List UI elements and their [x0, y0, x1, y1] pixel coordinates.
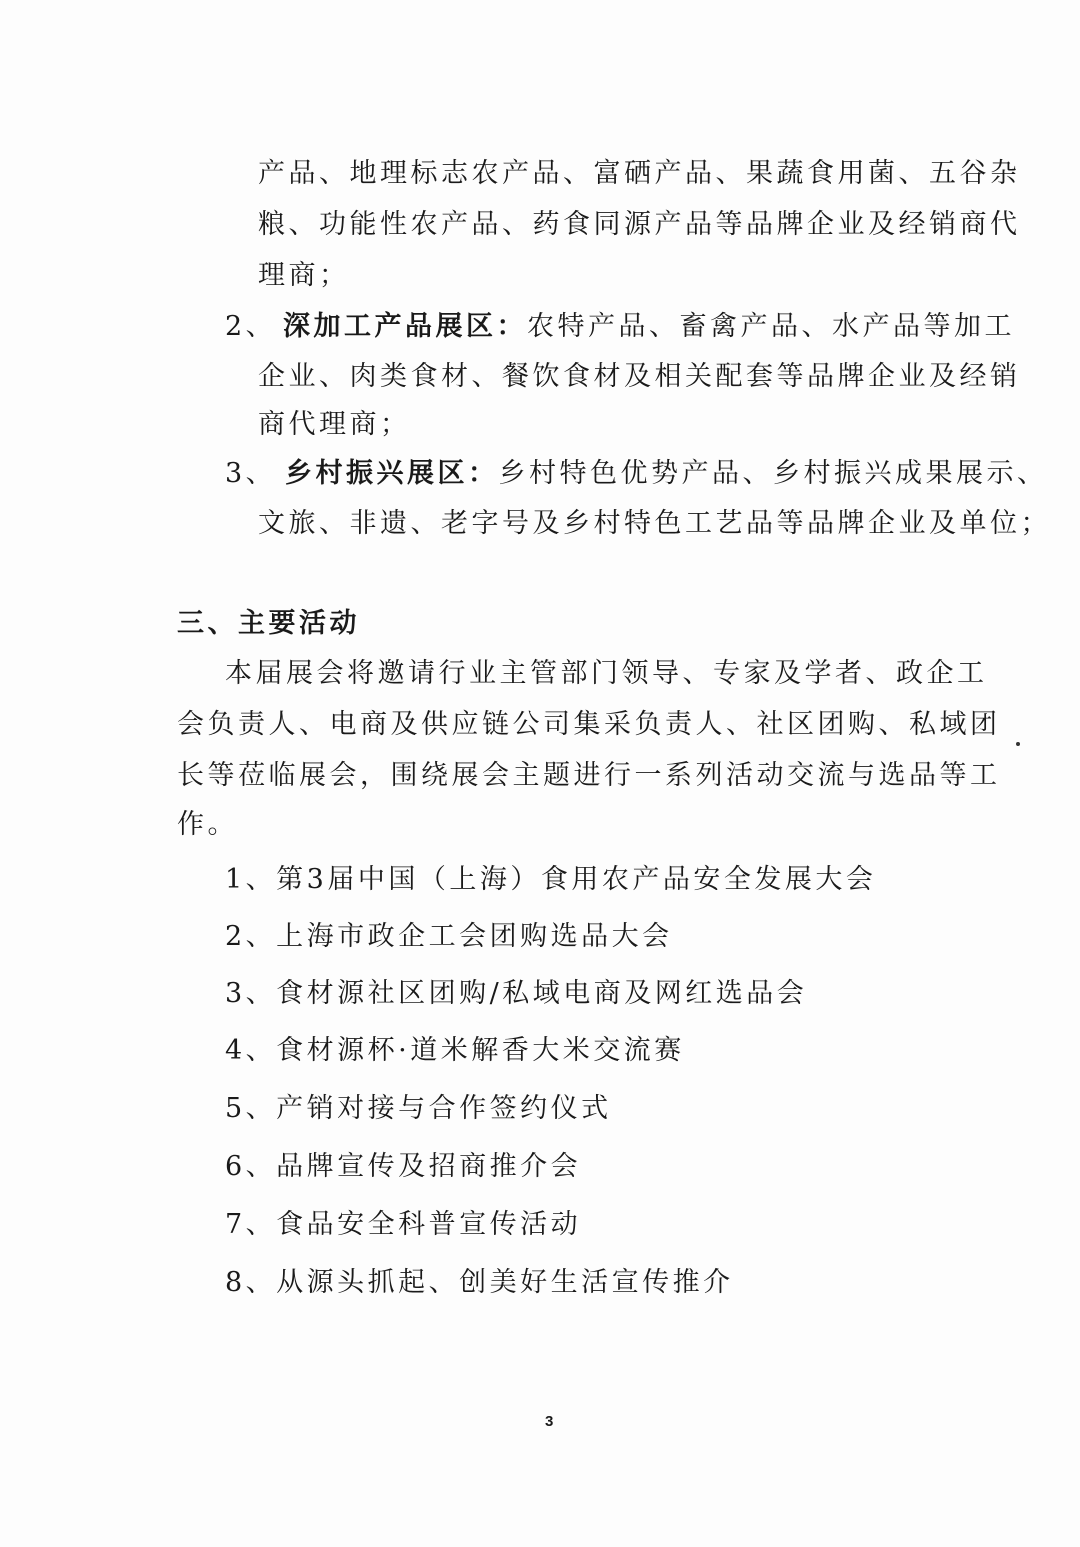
zone2-title: 深加工产品展区： [283, 311, 527, 342]
section-heading: 三、主要活动 [177, 608, 360, 639]
zone3-title: 乡村振兴展区： [285, 458, 499, 489]
activity-item-7: 7、食品安全科普宣传活动 [225, 1209, 582, 1240]
activity-item-3: 3、食材源社区团购/私域电商及网红选品会 [225, 978, 808, 1009]
zone1-line3: 理商； [258, 260, 350, 291]
zone1-line1: 产品、地理标志农产品、富硒产品、果蔬食用菌、五谷杂 [258, 158, 1021, 189]
zone2-line2: 企业、肉类食材、餐饮食材及相关配套等品牌企业及经销 [258, 361, 1021, 392]
intro-paragraph-line3: 长等莅临展会，围绕展会主题进行一系列活动交流与选品等工 [177, 760, 1001, 791]
activity-item-6: 6、品牌宣传及招商推介会 [225, 1151, 582, 1182]
activity-item-8: 8、从源头抓起、创美好生活宣传推介 [225, 1267, 734, 1298]
zone2-number: 2、 [225, 311, 277, 342]
zone2-line1-rest: 农特产品、畜禽产品、水产品等加工 [527, 311, 1015, 342]
scan-speck [1016, 742, 1020, 746]
zone3-line1-rest: 乡村特色优势产品、乡村振兴成果展示、 [498, 458, 1048, 489]
intro-paragraph-line4: 作。 [177, 809, 238, 840]
zone3-line1 [225, 457, 1048, 491]
zone2-line1 [225, 310, 1015, 344]
zone3-line2: 文旅、非遗、老字号及乡村特色工艺品等品牌企业及单位； [258, 508, 1051, 539]
page-number: 3 [545, 1413, 554, 1430]
activity-item-2: 2、上海市政企工会团购选品大会 [225, 921, 673, 952]
intro-paragraph-line2: 会负责人、电商及供应链公司集采负责人、社区团购、私域团 [177, 709, 1001, 740]
zone1-line2: 粮、功能性农产品、药食同源产品等品牌企业及经销商代 [258, 209, 1021, 240]
activity-item-1: 1、第3届中国（上海）食用农产品安全发展大会 [225, 864, 877, 895]
activity-item-4: 4、食材源杯·道米解香大米交流赛 [225, 1035, 685, 1066]
zone3-number: 3、 [225, 458, 277, 489]
activity-item-5: 5、产销对接与合作签约仪式 [225, 1093, 612, 1124]
zone2-line3: 商代理商； [258, 409, 411, 440]
intro-paragraph-line1: 本届展会将邀请行业主管部门领导、专家及学者、政企工 [225, 658, 988, 689]
